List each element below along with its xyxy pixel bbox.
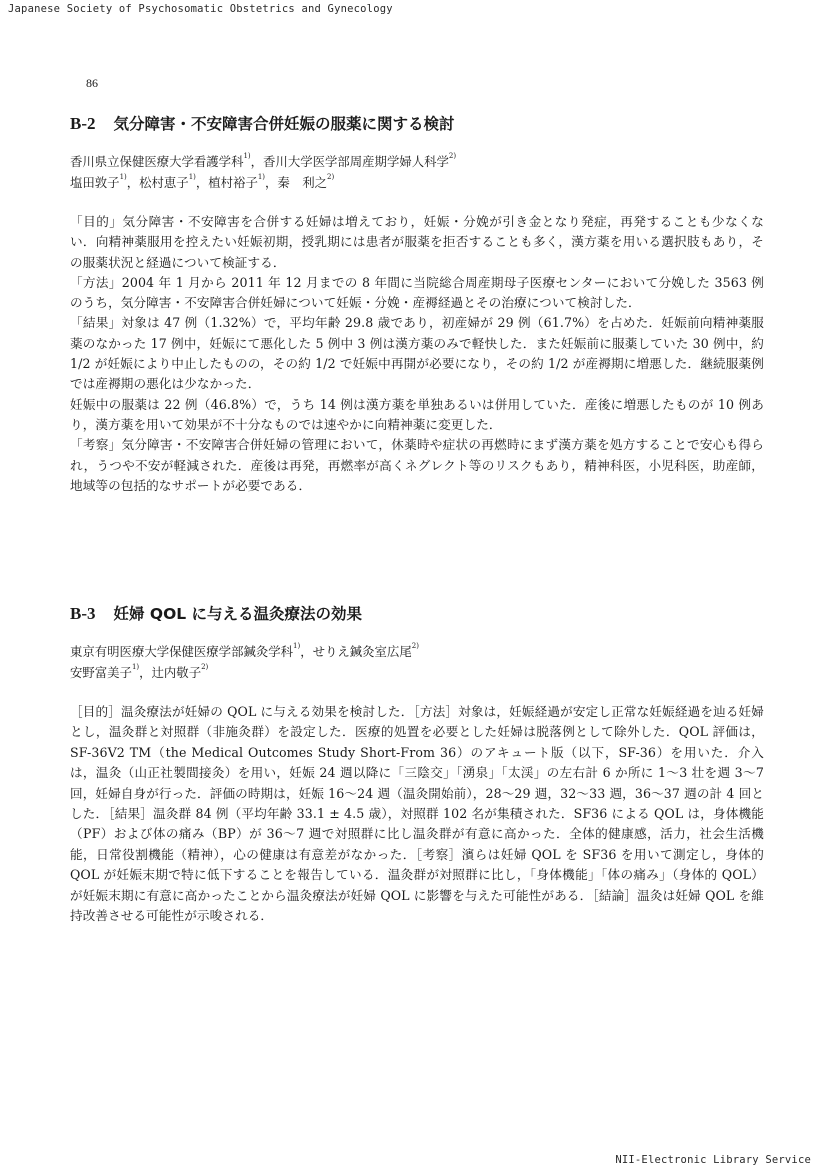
affiliations: 東京有明医療大学保健医療学部鍼灸学科$^{1)}$，せりえ鍼灸室広尾$^{2)}$	[70, 642, 419, 659]
paragraph-purpose: 「目的」気分障害・不安障害を合併する妊婦は増えており，妊娠・分娩が引き金となり発症，再発することも少なくない．向精神薬服用を控えたい妊娠初期，授乳期には患者が服薬を拒否することも多く，漢方薬を用いる選択肢もあり，その服薬状況と経過について検証する．	[70, 214, 764, 270]
abstract-title-text: 気分障害・不安障害合併妊娠の服薬に関する検討	[113, 115, 455, 133]
abstract-code: B-3	[70, 604, 96, 623]
affiliations: 香川県立保健医療大学看護学科$^{1)}$，香川大学医学部周産期学婦人科学$^{2)}$	[70, 152, 457, 169]
abstract-b2	[70, 112, 764, 496]
abstract-body	[70, 212, 764, 496]
paragraph-discussion: 「考察」気分障害・不安障害合併妊婦の管理において，休薬時や症状の再燃時にまず漢方薬を処方することで安心も得られ，うつや不安が軽減された．産後は再発，再燃率が高くネグレクト等のリスクもあり，精神科医，小児科医，助産師，地域等の包括的なサポートが必要である．	[70, 437, 764, 493]
abstract-b3	[70, 602, 764, 926]
page-number: 86	[86, 76, 98, 90]
paragraph-results: 「結果」対象は 47 例（1.32%）で，平均年齢 29.8 歳であり，初産婦が 29 例（61.7%）を占めた．妊娠前向精神薬服薬のなかった 17 例中，妊娠にて悪化した 5 例中 3 例は漢方薬のみで軽快した．また妊娠前に服薬していた 30 例中，約 1/2 が妊娠により中止したものの，その約 1/2 で妊娠中再開が必要になり，その約 1/2 が産褥期に増悪した．継続服薬例では産褥期の悪化は少なかった．	[70, 315, 764, 392]
footer-service: NII-Electronic Library Service	[615, 1154, 811, 1166]
abstract-title	[70, 112, 764, 136]
authors: 塩田敦子$^{1)}$，松村恵子$^{1)}$，植村裕子$^{1)}$，秦 利之$^{2)}$	[70, 173, 335, 190]
abstract-title-text: 妊婦 QOL に与える温灸療法の効果	[113, 605, 363, 623]
paragraph-full: ［目的］温灸療法が妊婦の QOL に与える効果を検討した．［方法］対象は，妊娠経過が安定し正常な妊娠経過を辿る妊婦とし，温灸群と対照群（非施灸群）を設定した．医療的処置を必要とした妊婦は脱落例として除外した．QOL 評価は，SF-36V2 TM（the Medical Outcomes Study Short-From 36）のアキュート版（以下，SF-36）を用いた．介入は，温灸（山正社製間接灸）を用い，妊娠 24 週以降に「三陰交」「湧泉」「太渓」の左右計 6 か所に 1〜3 壮を週 3〜7 回，妊婦自身が行った．評価の時期は，妊娠 16〜24 週（温灸開始前），28〜29 週，32〜33 週，36〜37 週の計 4 回とした．［結果］温灸群 84 例（平均年齢 33.1 ± 4.5 歳），対照群 102 名が集積された．SF36 による QOL は，身体機能（PF）および体の痛み（BP）が 36〜7 週で対照群に比し温灸群が有意に高かった．全体的健康感，活力，社会生活機能，日常役割機能（精神），心の健康は有意差がなかった．［考察］濱らは妊婦 QOL を SF36 を用いて測定し，身体的 QOL が妊娠末期で特に低下することを報告している．温灸群が対照群に比し，「身体機能」「体の痛み」（身体的 QOL）が妊娠末期に有意に高かったことから温灸療法が妊婦 QOL に影響を与えた可能性がある．［結論］温灸は妊婦 QOL を維持改善させる可能性が示唆される．	[70, 704, 764, 924]
abstract-body	[70, 702, 764, 926]
journal-header: Japanese Society of Psychosomatic Obstetrics and Gynecology	[8, 3, 393, 15]
authors: 安野富美子$^{1)}$，辻内敬子$^{2)}$	[70, 663, 209, 680]
paragraph-method: 「方法」2004 年 1 月から 2011 年 12 月までの 8 年間に当院総合周産期母子医療センターにおいて分娩した 3563 例のうち，気分障害・不安障害合併妊婦について妊娠・分娩・産褥経過とその治療について検討した．	[70, 274, 764, 311]
abstract-title	[70, 602, 764, 626]
paragraph-results-continued: 妊娠中の服薬は 22 例（46.8%）で，うち 14 例は漢方薬を単独あるいは併用していた．産後に増悪したものが 10 例あり，漢方薬を用いて効果が不十分なものでは速やかに向精神薬に変更した．	[70, 396, 764, 432]
abstract-code: B-2	[70, 114, 96, 133]
